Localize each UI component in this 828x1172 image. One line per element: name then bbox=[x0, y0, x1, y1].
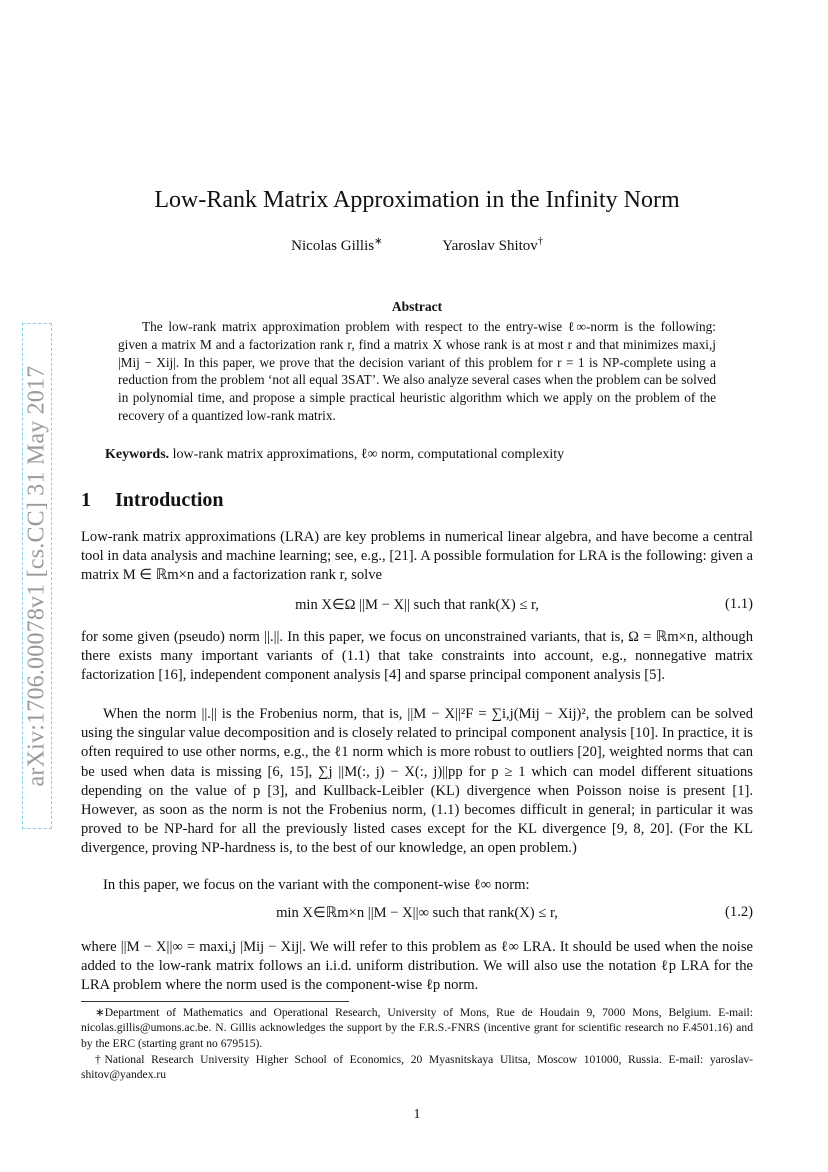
footnote-marker: † bbox=[537, 236, 543, 247]
page-number: 1 bbox=[413, 1107, 421, 1122]
section-number: 1 bbox=[81, 489, 91, 511]
paragraph-2: for some given (pseudo) norm ||.||. In this paper, we focus on unconstrained variants, that is, Ω = ℝm×n, although there exists many important variants of (1.1) that take constraints into account, e.g., nonnegative matrix factorization [16], independent component analysis [4] and sparse principal component analysis [5]. bbox=[81, 629, 753, 684]
arxiv-stamp bbox=[22, 323, 52, 829]
equation-1-2 bbox=[81, 900, 753, 930]
section-heading bbox=[81, 489, 224, 512]
paragraph-1: Low-rank matrix approximations (LRA) are key problems in numerical linear algebra, and have become a central tool in data analysis and machine learning; see, e.g., [21]. A possible formulation for LRA is the following: given a matrix M ∈ ℝm×n and a factorization rank r, solve bbox=[81, 529, 753, 584]
footnote-2: †National Research University Higher School of Economics, 20 Myasnitskaya Ulitsa, Moscow 101000, Russia. E-mail: yaroslav-shitov@yandex.ru bbox=[81, 1053, 753, 1082]
author-list bbox=[81, 236, 753, 255]
footnote-1: ∗Department of Mathematics and Operational Research, University of Mons, Rue de Houdain 9, 7000 Mons, Belgium. E-mail: nicolas.gillis@umons.ac.be. N. Gillis acknowledges the support by the F.R.S.-FNRS (incentive grant for scientific research no F.4501.16) and by the ERC (starting grant no 679515). bbox=[81, 1006, 753, 1050]
section-title: Introduction bbox=[115, 489, 224, 511]
abstract-heading: Abstract bbox=[391, 299, 443, 314]
author-name: Nicolas Gillis bbox=[291, 238, 375, 254]
equation-number: (1.1) bbox=[725, 596, 753, 612]
keywords bbox=[105, 447, 745, 463]
equation-body: min X∈Ω ||M − X|| such that rank(X) ≤ r, bbox=[295, 597, 539, 613]
arxiv-id: arXiv:1706.00078v1 [cs.CC] 31 May 2017 bbox=[23, 365, 50, 787]
equation-number: (1.2) bbox=[725, 904, 753, 920]
paragraph-5: where ||M − X||∞ = maxi,j |Mij − Xij|. We will refer to this problem as ℓ∞ LRA. It should be used when the noise added to the low-rank matrix follows an i.i.d. uniform distribution. We will also use the notation ℓp LRA for the LRA problem where the norm used is the component-wise ℓp norm. bbox=[81, 939, 753, 994]
paper-title: Low-Rank Matrix Approximation in the Infinity Norm bbox=[154, 187, 680, 213]
keywords-text: low-rank matrix approximations, ℓ∞ norm, computational complexity bbox=[172, 447, 565, 462]
keywords-label: Keywords. bbox=[105, 447, 170, 462]
abstract-text: The low-rank matrix approximation problem with respect to the entry-wise ℓ∞-norm is the following: given a matrix M and a factorization rank r, find a matrix X whose rank is at most r and that minimizes maxi,j |Mij − Xij|. In this paper, we prove that the decision variant of this problem for r = 1 is NP-complete using a reduction from the problem ‘not all equal 3SAT’. We also analyze several cases when the problem can be solved in polynomial time, and propose a simple practical heuristic algorithm which we apply on the problem of the recovery of a quantized low-rank matrix. bbox=[118, 319, 716, 423]
equation-1-1 bbox=[81, 592, 753, 622]
author-2 bbox=[442, 236, 543, 255]
equation-body: min X∈ℝm×n ||M − X||∞ such that rank(X) ≤ r, bbox=[276, 905, 558, 921]
author-1 bbox=[291, 236, 382, 255]
author-name: Yaroslav Shitov bbox=[442, 238, 538, 254]
paragraph-3: When the norm ||.|| is the Frobenius norm, that is, ||M − X||²F = ∑i,j(Mij − Xij)², the problem can be solved using the singular value decomposition and is closely related to principal component analysis [10]. In practice, it is often required to use other norms, e.g., the ℓ1 norm which is more robust to outliers [20], weighted norms that can be used when data is missing [6, 15], ∑j ||M(:, j) − X(:, j)||pp for p ≥ 1 which can model different situations depending on the value of p [3], and Kullback-Leibler (KL) divergence when Poisson noise is present [1]. However, as soon as the norm is not the Frobenius norm, (1.1) becomes difficult in general; in particular it was proved to be NP-hard for all the previously listed cases except for the KL divergence [9, 8, 20]. (For the KL divergence, proving NP-hardness is, to the best of our knowledge, an open problem.) bbox=[81, 706, 753, 857]
paragraph-4: In this paper, we focus on the variant with the component-wise ℓ∞ norm: bbox=[103, 877, 530, 893]
footnote-marker: ∗ bbox=[374, 236, 383, 247]
footnote-rule bbox=[81, 1001, 349, 1002]
